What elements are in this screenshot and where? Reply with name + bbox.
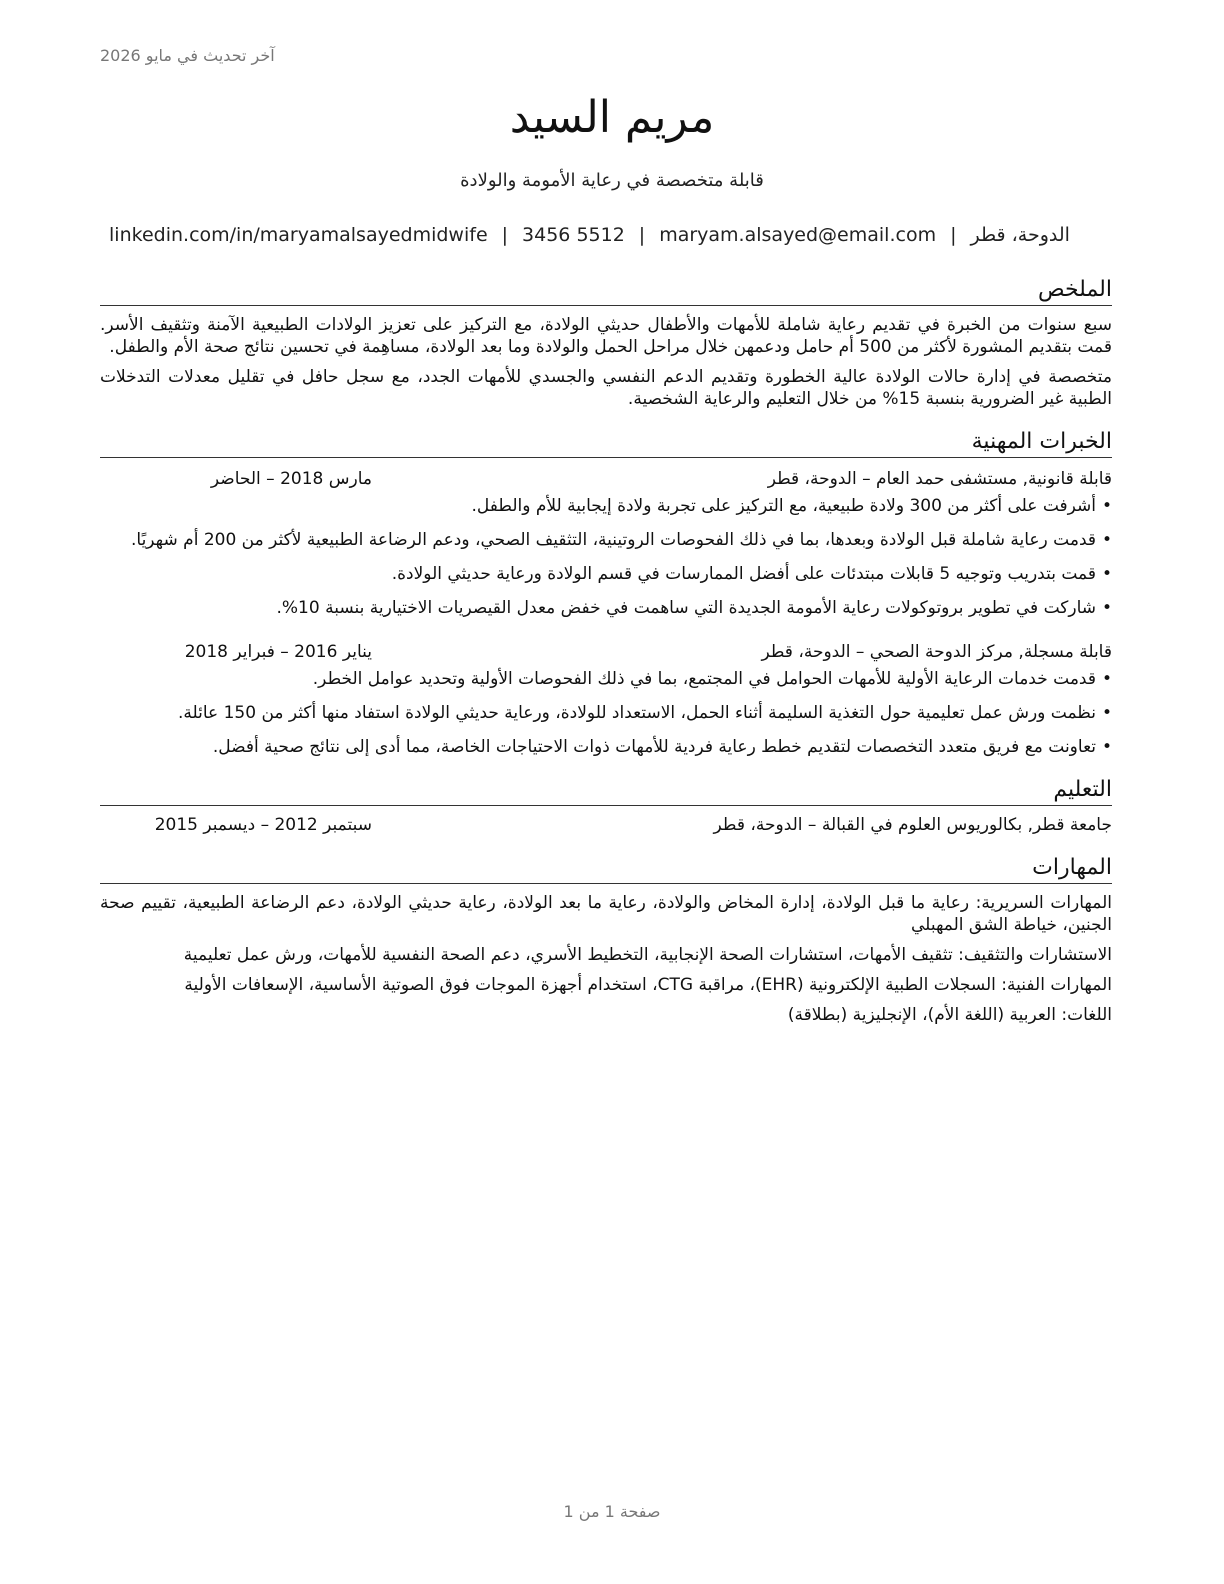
job-title-line: قابلة قانونية, مستشفى حمد العام – الدوحة، قطر: [767, 469, 1112, 489]
job-entry: [100, 641, 1112, 758]
education-entry: [100, 814, 1112, 836]
job-header: [100, 641, 1112, 663]
job-bullet: • قدمت رعاية شاملة قبل الولادة وبعدها، بما في ذلك الفحوصات الروتينية، التثقيف الصحي، ودعم الرضاعة الطبيعية لأكثر من 200 أم شهريًا.: [100, 529, 1112, 551]
section-heading-skills: المهارات: [100, 854, 1112, 884]
job-bullets: [100, 495, 1112, 619]
contact-email[interactable]: maryam.alsayed@email.com: [659, 224, 937, 246]
skill-line: اللغات: العربية (اللغة الأم)، الإنجليزية (بطلاقة): [787, 1005, 1112, 1025]
education-title-line: جامعة قطر, بكالوريوس العلوم في القبالة – الدوحة، قطر: [713, 815, 1112, 835]
contact-separator: |: [638, 224, 646, 246]
job-title-line: قابلة مسجلة, مركز الدوحة الصحي – الدوحة، قطر: [761, 642, 1112, 662]
last-updated-note: آخر تحديث في مايو 2026: [100, 46, 275, 65]
section-heading-experience: الخبرات المهنية: [100, 428, 1112, 458]
job-bullet: • أشرفت على أكثر من 300 ولادة طبيعية، مع التركيز على تجربة ولادة إيجابية للأم والطفل.: [100, 495, 1112, 517]
job-bullet: • قمت بتدريب وتوجيه 5 قابلات مبتدئات على أفضل الممارسات في قسم الولادة ورعاية حديثي الولادة.: [100, 563, 1112, 585]
job-bullet: • شاركت في تطوير بروتوكولات رعاية الأمومة الجديدة التي ساهمت في خفض معدل القيصريات الاختيارية بنسبة 10%.: [100, 597, 1112, 619]
section-heading-summary: الملخص: [100, 276, 1112, 306]
contact-location: الدوحة، قطر: [970, 224, 1070, 246]
summary-paragraph: سبع سنوات من الخبرة في تقديم رعاية شاملة للأمهات والأطفال حديثي الولادة، مع التركيز على تعزيز الولادات الطبيعية الآمنة وتثقيف الأسر. قمت بتقديم المشورة لأكثر من 500 أم حامل ودعمهن خلال مراحل الحمل والولادة وما بعد الولادة، مساهِمة في تحسين نتائج صحة الأم والطفل.: [100, 315, 1112, 357]
job-dates: يناير 2016 – فبراير 2018: [184, 642, 372, 662]
summary-paragraph: متخصصة في إدارة حالات الولادة عالية الخطورة وتقديم الدعم النفسي والجسدي للأمهات الجدد، مع سجل حافل في تقليل معدلات التدخلات الطبية غير الضرورية بنسبة 15% من خلال التعليم والرعاية الشخصية.: [100, 367, 1112, 409]
job-header: [100, 468, 1112, 490]
contact-line: [100, 224, 1079, 246]
job-entry: [100, 468, 1112, 619]
page-number: صفحة 1 من 1: [563, 1502, 661, 1521]
contact-separator: |: [950, 224, 957, 246]
education-section: [100, 776, 1112, 836]
job-bullet: • تعاونت مع فريق متعدد التخصصات لتقديم خطط رعاية فردية للأمهات ذوات الاحتياجات الخاصة، مما أدى إلى نتائج صحية أفضل.: [100, 736, 1112, 758]
resume-body: [100, 276, 1112, 1034]
job-bullets: [100, 668, 1112, 758]
candidate-title: قابلة متخصصة في رعاية الأمومة والولادة: [460, 170, 764, 191]
candidate-name: مريم السيد: [509, 92, 715, 143]
skill-line: الاستشارات والتثقيف: تثقيف الأمهات، استشارات الصحة الإنجابية، التخطيط الأسري، دعم الصحة النفسية للأمهات، ورش عمل تعليمية: [183, 945, 1112, 965]
summary-section: [100, 276, 1112, 410]
skill-line: المهارات الفنية: السجلات الطبية الإلكترونية (EHR)، مراقبة CTG، استخدام أجهزة الموجات فوق الصوتية الأساسية، الإسعافات الأولية: [184, 975, 1112, 995]
section-heading-education: التعليم: [100, 776, 1112, 806]
contact-linkedin[interactable]: linkedin.com/in/maryamalsayedmidwife: [109, 224, 488, 246]
experience-section: [100, 428, 1112, 758]
job-dates: مارس 2018 – الحاضر: [210, 469, 372, 489]
contact-separator: |: [501, 224, 509, 246]
contact-phone[interactable]: 3456 5512: [522, 224, 625, 246]
skills-section: [100, 854, 1112, 1026]
job-bullet: • نظمت ورش عمل تعليمية حول التغذية السليمة أثناء الحمل، الاستعداد للولادة، ورعاية حديثي الولادة استفاد منها أكثر من 150 عائلة.: [100, 702, 1112, 724]
job-bullet: • قدمت خدمات الرعاية الأولية للأمهات الحوامل في المجتمع، بما في ذلك الفحوصات الأولية وتحديد عوامل الخطر.: [100, 668, 1112, 690]
education-dates: سبتمبر 2012 – ديسمبر 2015: [154, 815, 372, 835]
skill-line: المهارات السريرية: رعاية ما قبل الولادة، إدارة المخاض والولادة، رعاية ما بعد الولادة، رعاية حديثي الولادة، دعم الرضاعة الطبيعية، تقييم صحة الجنين، خياطة الشق المهبلي: [100, 893, 1112, 935]
